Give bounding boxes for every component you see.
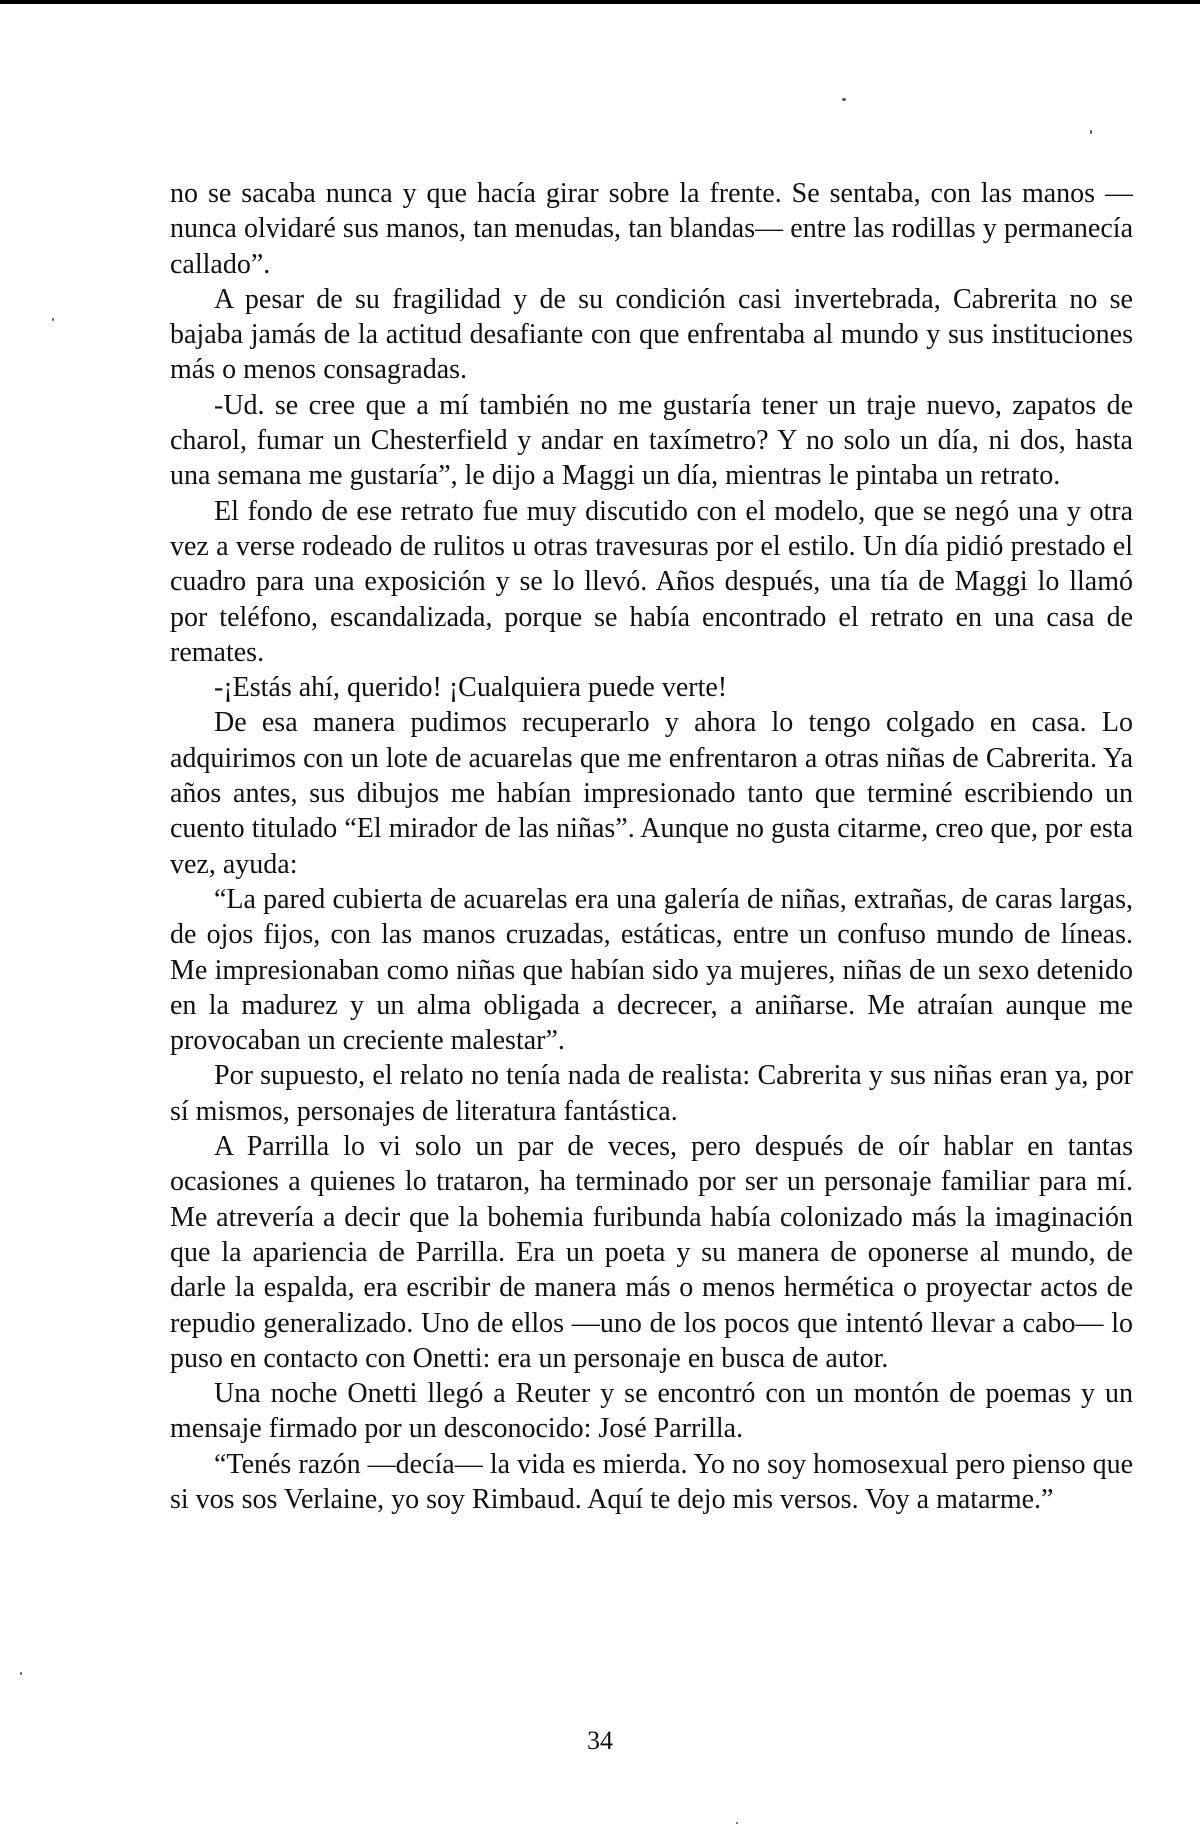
scan-speck [52, 318, 54, 321]
paragraph: De esa manera pudimos recuperarlo y ahora lo tengo colgado en casa. Lo adquirimos con un lote de acuarelas que me enfrentaron a otras niñas de Cabrerita. Ya años antes, sus dibujos me habían impresionado tanto que terminé escribiendo un cuento titulado “El mirador de las niñas”. Aunque no gusta citarme, creo que, por esta vez, ayuda: [170, 707, 1133, 880]
scan-top-border [0, 0, 1200, 4]
block-quote: “La pared cubierta de acuarelas era una galería de niñas, extrañas, de caras largas, de ojos fijos, con las manos cruzadas, estáticas, entre un confuso mundo de líneas. Me impresionaban como niñas que habían sido ya mujeres, niñas de un sexo detenido en la madurez y un alma obligada a decrecer, a aniñarse. Me atraían aunque me provocaban un creciente malestar”. [170, 883, 1133, 1057]
scan-speck [1090, 130, 1092, 134]
paragraph: El fondo de ese retrato fue muy discutido con el modelo, que se negó una y otra vez a verse rodeado de rulitos u otras travesuras por el estilo. Un día pidió prestado el cuadro para una exposición y se lo llevó. Años después, una tía de Maggi lo llamó por teléfono, escandalizada, porque se había encontrado el retrato en una casa de remates. [170, 495, 1133, 668]
paragraph: -Ud. se cree que a mí también no me gustaría tener un traje nuevo, zapatos de charol, fumar un Chesterfield y andar en taxímetro? Y no solo un día, ni dos, hasta una semana me gustaría”, le dijo a Maggi un día, mientras le pintaba un retrato. [170, 389, 1133, 492]
paragraph: -¡Estás ahí, querido! ¡Cualquiera puede verte! [214, 672, 728, 704]
paragraph: “Tenés razón —decía— la vida es mierda. Yo no soy homosexual pero pienso que si vos sos Verlaine, yo soy Rimbaud. Aquí te dejo mis versos. Voy a matarme.” [170, 1448, 1133, 1515]
paragraph: Por supuesto, el relato no tenía nada de realista: Cabrerita y sus niñas eran ya, por sí mismos, personajes de literatura fantástica. [170, 1060, 1133, 1127]
paragraph: no se sacaba nunca y que hacía girar sobre la frente. Se sentaba, con las manos —nunca olvidaré sus manos, tan menudas, tan blandas— entre las rodillas y permanecía callado”. [170, 178, 1133, 280]
page-number: 34 [587, 1726, 613, 1755]
paragraph: A pesar de su fragilidad y de su condición casi invertebrada, Cabrerita no se bajaba jamás de la actitud desafiante con que enfrentaba al mundo y sus instituciones más o menos consagradas. [170, 283, 1133, 386]
scan-speck [736, 1822, 738, 1824]
scan-speck [842, 98, 846, 101]
paragraph: A Parrilla lo vi solo un par de veces, pero después de oír hablar en tantas ocasiones a quienes lo trataron, ha terminado por ser un personaje familiar para mí. Me atrevería a decir que la bohemia furibunda había colonizado más la imaginación que la apariencia de Parrilla. Era un poeta y su manera de oponerse al mundo, de darle la espalda, era escribir de manera más o menos hermética o proyectar actos de repudio generalizado. Uno de ellos —uno de los pocos que intentó llevar a cabo— lo puso en contacto con Onetti: era un personaje en busca de autor. [170, 1131, 1133, 1374]
page-body-text [170, 176, 1133, 1517]
paragraph: Una noche Onetti llegó a Reuter y se encontró con un montón de poemas y un mensaje firmado por un desconocido: José Parrilla. [170, 1378, 1133, 1445]
scan-speck [20, 1672, 22, 1675]
